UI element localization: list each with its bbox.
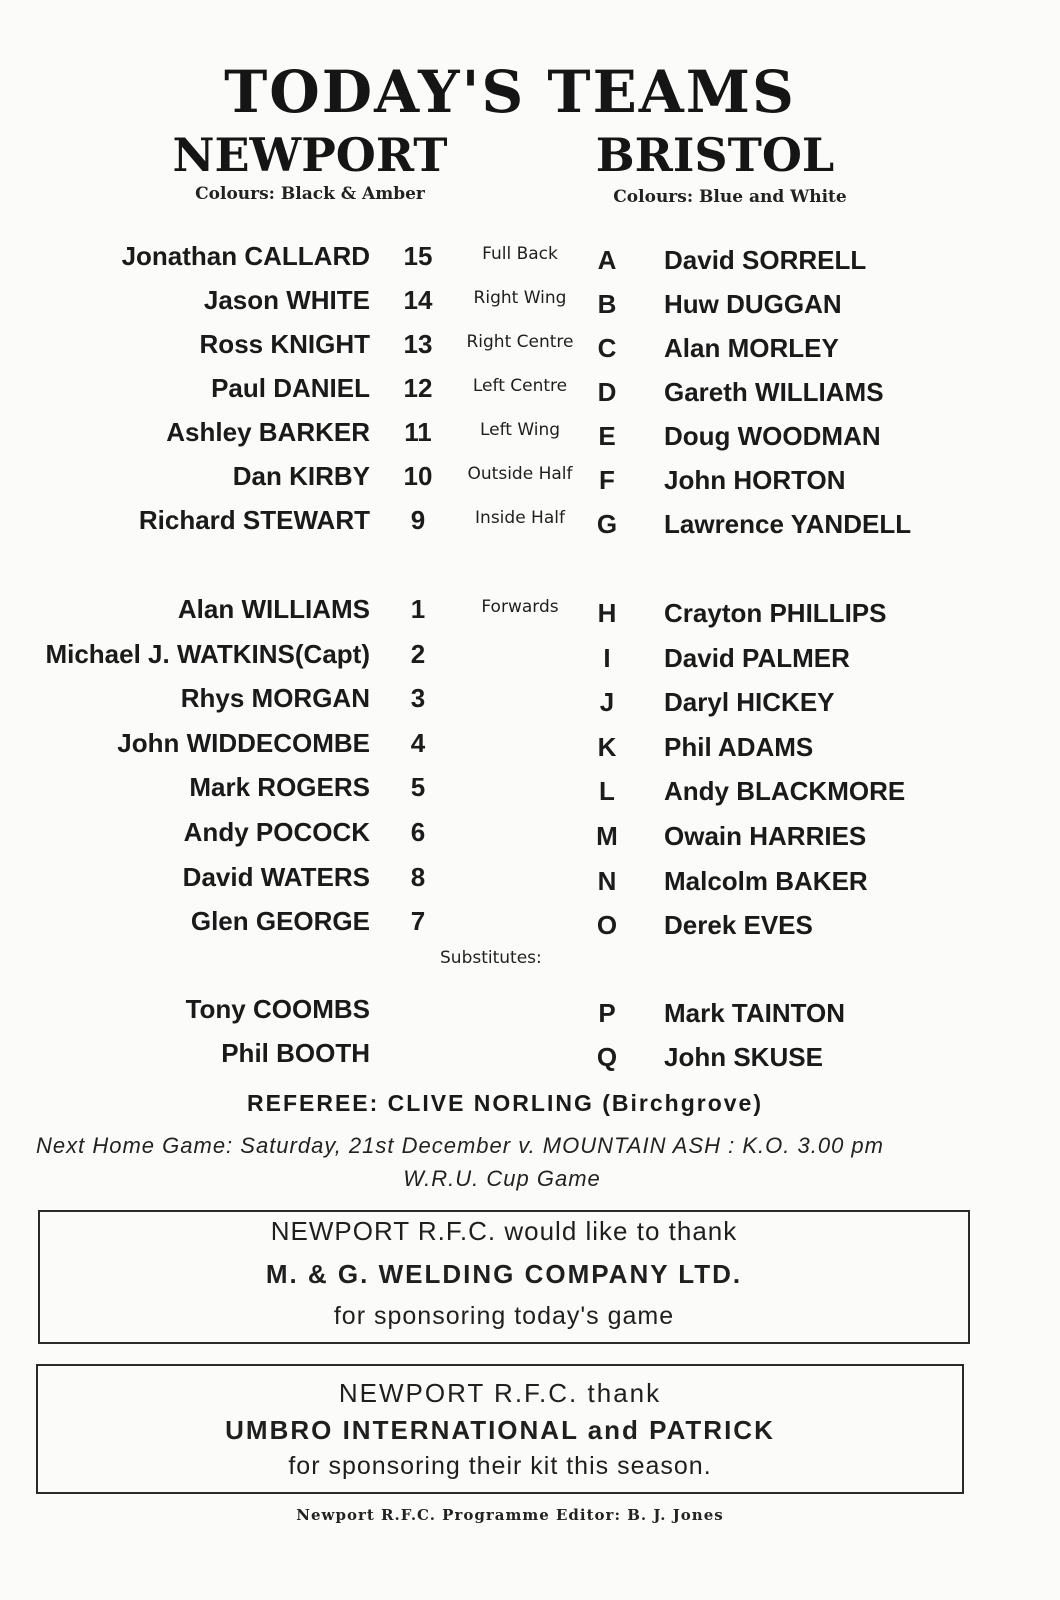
home-player-name: Mark ROGERS: [189, 772, 370, 803]
home-player-name: Glen GEORGE: [190, 906, 370, 937]
substitutes-label: Substitutes:: [440, 948, 542, 968]
shirt-number: 13: [403, 329, 433, 359]
home-player-cell: [40, 728, 370, 758]
home-player-cell: [40, 994, 370, 1024]
away-letter: C: [597, 333, 617, 363]
kit-line-3: for sponsoring their kit this season.: [288, 1452, 712, 1480]
away-letter: G: [596, 509, 618, 539]
shirt-number: 14: [403, 285, 433, 315]
shirt-number: 2: [410, 638, 426, 669]
away-player-name: David SORRELL: [664, 245, 867, 275]
position-label: [440, 815, 600, 845]
home-player-cell: [40, 461, 370, 491]
position-label: Left Wing: [479, 420, 561, 440]
sponsor-name: M. & G. WELDING COMPANY LTD.: [265, 1259, 743, 1289]
position-label: [440, 637, 600, 667]
home-player-name: Phil BOOTH: [221, 1038, 370, 1068]
home-player-name: John WIDDECOMBE: [117, 727, 370, 758]
position-label: Outside Half: [467, 464, 573, 484]
shirt-number: 11: [404, 417, 432, 447]
home-player-cell: [40, 417, 370, 447]
home-player-cell: [40, 373, 370, 403]
position-label: Left Centre: [472, 376, 568, 396]
home-player-cell: [40, 329, 370, 359]
home-player-name: Paul DANIEL: [211, 373, 370, 403]
position-label: [440, 770, 600, 800]
position-label: [440, 860, 600, 890]
referee-line: REFEREE: CLIVE NORLING (Birchgrove): [247, 1090, 763, 1116]
away-player-name: David PALMER: [664, 642, 850, 673]
away-player-name: Alan MORLEY: [664, 333, 839, 363]
shirt-number: 8: [410, 861, 426, 892]
shirt-number: 6: [410, 817, 426, 847]
away-letter: B: [597, 289, 617, 319]
home-player-cell: [40, 683, 370, 713]
away-letter: N: [597, 865, 617, 896]
away-letter: F: [599, 465, 615, 495]
home-player-name: David WATERS: [182, 861, 370, 892]
kit-sponsor-box: [36, 1364, 964, 1494]
home-player-name: Alan WILLIAMS: [177, 594, 370, 624]
away-player-name: Owain HARRIES: [664, 821, 867, 851]
away-letter: O: [596, 910, 618, 941]
shirt-number: 12: [403, 373, 433, 403]
home-player-name: Richard STEWART: [138, 505, 370, 535]
position-label: [440, 726, 600, 756]
away-player-name: John HORTON: [664, 465, 846, 495]
position-label: Right Wing: [473, 288, 567, 308]
position-label: Full Back: [482, 244, 558, 264]
shirt-number: 10: [403, 461, 433, 491]
home-player-cell: [40, 241, 370, 271]
away-letter: J: [599, 687, 615, 718]
away-player-name: Andy BLACKMORE: [664, 776, 906, 807]
away-player-name: John SKUSE: [664, 1042, 823, 1072]
position-label: Inside Half: [475, 508, 565, 528]
home-player-name: Ross KNIGHT: [199, 329, 370, 359]
away-player-name: Malcolm BAKER: [664, 865, 868, 896]
away-player-name: Crayton PHILLIPS: [664, 598, 887, 628]
home-player-name: Jonathan CALLARD: [121, 241, 370, 271]
position-label: [440, 904, 600, 934]
home-player-name: Jason WHITE: [203, 285, 370, 315]
shirt-number: 7: [410, 906, 426, 937]
shirt-number: 9: [410, 505, 426, 535]
home-player-name: Michael J. WATKINS(Capt): [45, 638, 370, 669]
home-player-cell: [40, 817, 370, 847]
sponsor-box: [38, 1210, 970, 1344]
away-letter: Q: [596, 1042, 618, 1072]
away-letter: E: [598, 421, 616, 451]
sponsor-line-1: NEWPORT R.F.C. would like to thank: [270, 1216, 738, 1246]
next-game-competition: W.R.U. Cup Game: [403, 1166, 601, 1191]
shirt-number: 5: [410, 772, 426, 803]
home-player-cell: [40, 772, 370, 802]
away-player-name: Daryl HICKEY: [664, 687, 835, 718]
shirt-number: 3: [410, 683, 426, 714]
away-letter: D: [597, 377, 617, 407]
away-letter: L: [599, 776, 615, 807]
away-letter: P: [598, 998, 616, 1028]
away-letter: M: [596, 821, 618, 851]
away-letter: A: [597, 245, 617, 275]
programme-editor-footer: Newport R.F.C. Programme Editor: B. J. Jones: [296, 1506, 724, 1524]
page-title: TODAY'S TEAMS: [224, 58, 796, 126]
away-player-name: Mark TAINTON: [664, 998, 846, 1028]
away-player-name: Huw DUGGAN: [664, 289, 842, 319]
home-player-name: Tony COOMBS: [185, 994, 370, 1024]
home-player-cell: [40, 862, 370, 892]
home-team-name: NEWPORT: [172, 128, 448, 182]
home-player-cell: [40, 906, 370, 936]
away-player-name: Derek EVES: [664, 910, 813, 941]
home-player-cell: [40, 505, 370, 535]
home-player-name: Ashley BARKER: [166, 417, 370, 447]
position-label: Forwards: [481, 597, 559, 617]
away-player-name: Gareth WILLIAMS: [664, 377, 884, 407]
away-player-name: Lawrence YANDELL: [664, 509, 912, 539]
next-home-game: Next Home Game: Saturday, 21st December v. MOUNTAIN ASH : K.O. 3.00 pm: [36, 1133, 884, 1158]
home-player-name: Dan KIRBY: [232, 461, 370, 491]
away-letter: K: [597, 731, 617, 762]
kit-line-1: NEWPORT R.F.C. thank: [338, 1378, 662, 1408]
position-label: Right Centre: [466, 332, 574, 352]
away-team-colours: Colours: Blue and White: [613, 187, 847, 207]
home-team-colours: Colours: Black & Amber: [195, 184, 425, 204]
shirt-number: 15: [403, 241, 433, 271]
away-player-name: Doug WOODMAN: [664, 421, 881, 451]
home-player-name: Andy POCOCK: [183, 817, 370, 847]
away-team-name: BRISTOL: [595, 128, 835, 182]
shirt-number: 4: [410, 727, 426, 758]
away-letter: I: [603, 642, 611, 673]
position-label: [440, 681, 600, 711]
home-player-name: Rhys MORGAN: [180, 683, 370, 714]
away-player-name: Phil ADAMS: [664, 731, 814, 762]
home-player-cell: [40, 285, 370, 315]
home-player-cell: [40, 594, 370, 624]
shirt-number: 1: [410, 594, 426, 624]
kit-sponsors: UMBRO INTERNATIONAL and PATRICK: [225, 1415, 775, 1445]
home-player-cell: [40, 1038, 370, 1068]
home-player-cell: [40, 639, 370, 669]
away-letter: H: [597, 598, 617, 628]
sponsor-line-3: for sponsoring today's game: [333, 1302, 675, 1330]
